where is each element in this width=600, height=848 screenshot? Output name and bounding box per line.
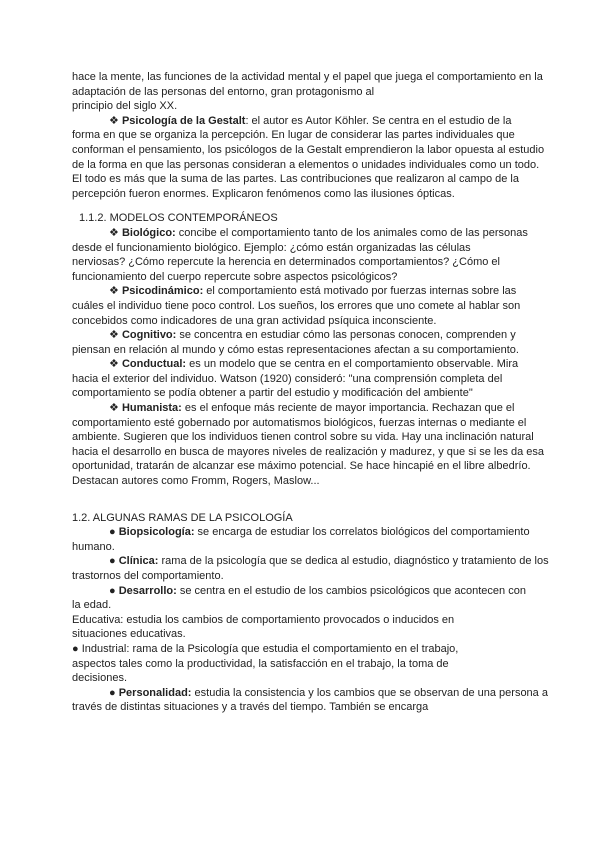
body-line: nerviosas? ¿Cómo repercute la herencia en determinados comportamientos? ¿Cómo el [72, 256, 500, 269]
item-term: Biológico: [121, 226, 176, 239]
intro-line: hace la mente, las funciones de la actividad mental y el papel que juega el comportamiento en la [72, 71, 543, 83]
body-line: cuáles el individuo tiene poco control. Los sueños, los errores que uno comete al hablar son [72, 299, 521, 312]
body-line: aspectos tales como la productividad, la satisfacción en el trabajo, la toma de [72, 657, 449, 670]
diamond-bullet-icon: ❖ [109, 329, 119, 342]
item-term: Clínica: [118, 555, 159, 568]
model-item [72, 401, 552, 416]
item-text: el comportamiento está motivado por fuerzas internas sobre las [203, 285, 517, 298]
body-line: percepción fueron enormes. Explicaron fenómenos como las ilusiones ópticas. [72, 187, 455, 200]
branch-item [72, 686, 552, 701]
branch-item [72, 525, 552, 540]
model-item [72, 357, 552, 372]
body-line: de la forma en que las personas consideran a elementos o unidades individuales como un todo. [72, 158, 540, 171]
model-item [72, 328, 552, 343]
body-line: forma en que se organiza la percepción. En lugar de considerar las partes individuales que [72, 129, 515, 142]
body-line: situaciones educativas. [72, 628, 186, 641]
intro-line: adaptación de las personas del entorno, gran protagonismo al [72, 85, 375, 98]
dot-bullet-icon: ● [109, 584, 116, 597]
item-text: se encarga de estudiar los correlatos biológicos del comportamiento [194, 526, 530, 539]
section-heading: 1.1.2. MODELOS CONTEMPORÁNEOS [79, 212, 278, 225]
body-line: El todo es más que la suma de las partes. Las contribuciones que realizaron al campo de la [72, 173, 519, 186]
item-term: Conductual: [121, 358, 187, 371]
item-term: Humanista: [121, 402, 182, 415]
diamond-bullet-icon: ❖ [109, 226, 119, 239]
body-line: Destacan autores como Fromm, Rogers, Maslow... [72, 475, 320, 488]
body-line: piensan en relación al mundo y cómo estas representaciones afectan a su comportamiento. [72, 343, 519, 356]
body-line: funcionamiento del cuerpo repercute sobre aspectos psicológicos? [72, 270, 398, 283]
branch-item [72, 584, 552, 599]
body-line: la edad. [72, 599, 112, 612]
item-text: rama de la psicología que se dedica al estudio, diagnóstico y tratamiento de los [158, 555, 549, 568]
item-term: Psicología de la Gestalt [121, 114, 246, 127]
dot-bullet-icon: ● [109, 686, 116, 699]
body-line: comportamiento esté gobernado por automatismos biológicos, fuerzas internas o mediante el [72, 416, 527, 429]
body-line: hacia el exterior del individuo. Watson (1920) consideró: "una comprensión completa del [72, 372, 503, 385]
body-line: desde el funcionamiento biológico. Ejemplo: ¿cómo están organizadas las células [72, 241, 471, 254]
diamond-bullet-icon: ❖ [109, 114, 119, 127]
body-line: comportamiento se podía obtener a partir del estudio y modificación del ambiente" [72, 387, 473, 400]
body-line: conforman el pensamiento, los psicólogos de la Gestalt emprendieron la labor opuesta al estudio [72, 143, 545, 156]
body-line: Educativa: estudia los cambios de comportamiento provocados o inducidos en [72, 613, 455, 626]
body-line: oportunidad, tratarán de alcanzar ese máximo potencial. Se hace hincapié en el libre albedrío. [72, 460, 531, 473]
branch-item [72, 554, 552, 569]
body-line: decisiones. [72, 672, 128, 685]
diamond-bullet-icon: ❖ [109, 285, 119, 298]
intro-line: principio del siglo XX. [72, 100, 178, 113]
item-term: Personalidad: [118, 686, 192, 699]
item-term: Psicodinámico: [121, 285, 204, 298]
body-line: ● Industrial: rama de la Psicología que estudia el comportamiento en el trabajo, [72, 642, 459, 655]
item-text: es el enfoque más reciente de mayor importancia. Rechazan que el [181, 402, 515, 415]
item-text: : el autor es Autor Köhler. Se centra en el estudio de la [245, 114, 512, 127]
item-text: se concentra en estudiar cómo las personas conocen, comprenden y [176, 329, 516, 342]
body-line: ambiente. Sugieren que los individuos tienen control sobre su vida. Hay una inclinación natural [72, 431, 534, 444]
item-text: es un modelo que se centra en el comportamiento observable. Mira [186, 358, 519, 371]
item-text: se centra en el estudio de los cambios psicológicos que acontecen con [176, 584, 526, 597]
item-term: Desarrollo: [118, 584, 177, 597]
text-column [72, 70, 552, 715]
item-term: Cognitivo: [121, 329, 177, 342]
item-text: concibe el comportamiento tanto de los animales como de las personas [175, 226, 528, 239]
diamond-bullet-icon: ❖ [109, 358, 119, 371]
body-line: través de distintas situaciones y a través del tiempo. También se encarga [72, 701, 429, 714]
item-text: estudia la consistencia y los cambios que se observan de una persona a [191, 686, 548, 699]
body-line: trastornos del comportamiento. [72, 570, 224, 582]
dot-bullet-icon: ● [109, 526, 116, 539]
body-line: concebidos como indicadores de una gran actividad psíquica inconsciente. [72, 314, 437, 327]
body-line: hacia el desarrollo en busca de mayores niveles de realización y madurez, y que si se les da esa [72, 445, 545, 458]
model-item [72, 284, 552, 299]
section-heading: 1.2. ALGUNAS RAMAS DE LA PSICOLOGÍA [72, 511, 293, 524]
dot-bullet-icon: ● [109, 555, 116, 568]
gestalt-item [72, 114, 552, 129]
model-item [72, 226, 552, 241]
body-line: humano. [72, 540, 115, 553]
diamond-bullet-icon: ❖ [109, 402, 119, 415]
item-term: Biopsicología: [118, 526, 195, 539]
